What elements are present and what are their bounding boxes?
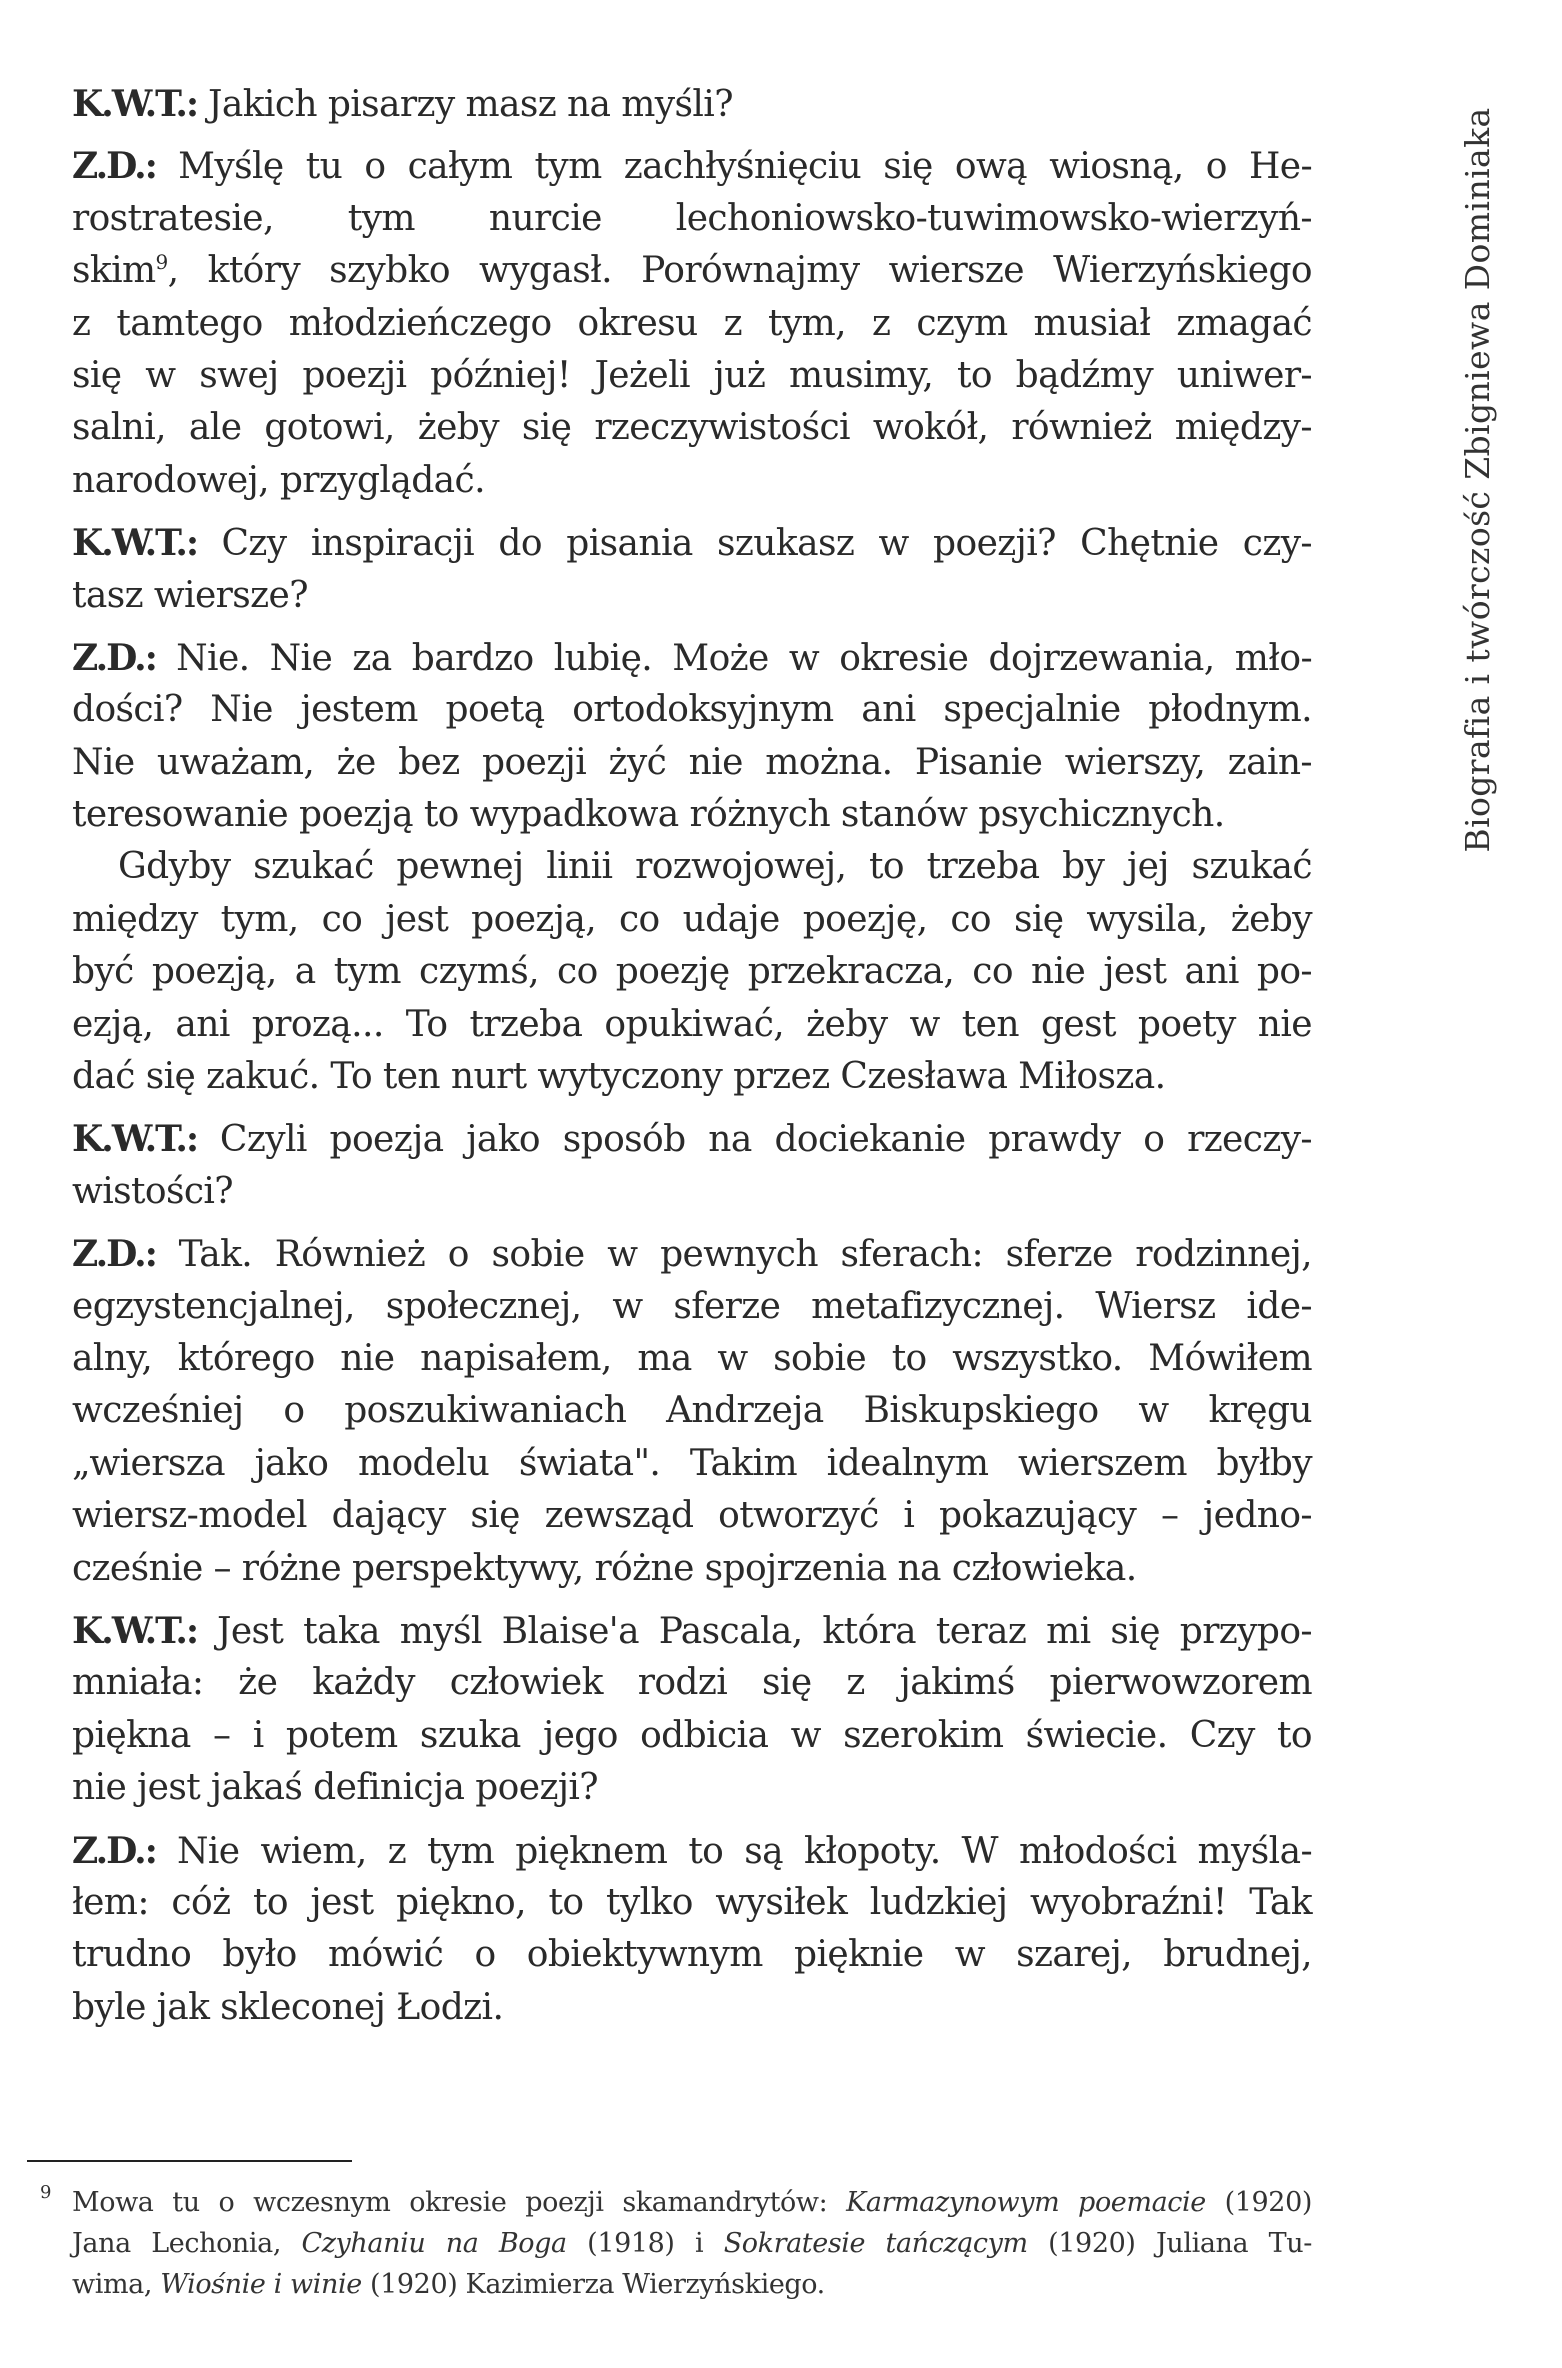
- text-line: K.W.T.: Czyli poezja jako sposób na dociekanie prawdy o rzeczy-: [72, 1118, 1312, 1161]
- text-line: Z.D.: Nie wiem, z tym pięknem to są kłopoty. W młodości myśla-: [72, 1829, 1313, 1872]
- paragraph: [72, 632, 1312, 842]
- text-line: dości? Nie jestem poetą ortodoksyjnym ani specjalnie płodnym.: [72, 689, 1312, 731]
- text-line: teresowanie poezją to wypadkowa różnych stanów psychicznych.: [72, 794, 1225, 836]
- footnote-line: Jana Lechonia, Czyhaniu na Boga (1918) i Sokratesie tańczącym (1920) Juliana Tu-: [72, 2228, 1312, 2259]
- footnote-number: 9: [40, 2182, 52, 2203]
- paragraph: [72, 517, 1312, 622]
- footnote-line: Mowa tu o wczesnym okresie poezji skamandrytów: Karmazynowym poemacie (1920): [72, 2187, 1312, 2218]
- text-line: być poezją, a tym czymś, co poezję przekracza, co nie jest ani po-: [72, 951, 1312, 993]
- speaker-label: K.W.T.:: [72, 1609, 198, 1652]
- paragraph: [72, 140, 1312, 507]
- text-line: rostratesie, tym nurcie lechoniowsko-tuwimowsko-wierzyń-: [72, 197, 1312, 239]
- text-line: dać się zakuć. To ten nurt wytyczony przez Czesława Miłosza.: [72, 1056, 1166, 1098]
- text-line: byle jak skleconej Łodzi.: [72, 1986, 504, 2028]
- text-line: Nie uważam, że bez poezji żyć nie można. Pisanie wierszy, zain-: [72, 741, 1312, 783]
- speaker-label: Z.D.:: [72, 1233, 156, 1276]
- paragraph: [72, 1113, 1312, 1218]
- speaker-label: K.W.T.:: [72, 1118, 198, 1161]
- text-line: egzystencjalnej, społecznej, w sferze metafizycznej. Wiersz ide-: [72, 1285, 1312, 1327]
- paragraph: [72, 841, 1312, 1103]
- text-line: wcześniej o poszukiwaniach Andrzeja Biskupskiego w kręgu: [72, 1390, 1312, 1432]
- text-line: łem: cóż to jest piękno, to tylko wysiłek ludzkiej wyobraźni! Tak: [72, 1881, 1312, 1923]
- paragraph: [72, 1228, 1312, 1595]
- paragraph: [72, 78, 1312, 130]
- text-line: skim$^9$, który szybko wygasł. Porównajmy wiersze Wierzyńskiego: [72, 250, 1312, 292]
- text-line: K.W.T.: Jakich pisarzy masz na myśli?: [72, 83, 733, 125]
- speaker-label: Z.D.:: [72, 145, 156, 188]
- text-line: trudno było mówić o obiektywnym pięknie w szarej, brudnej,: [72, 1934, 1312, 1976]
- text-line: alny, którego nie napisałem, ma w sobie to wszystko. Mówiłem: [72, 1337, 1312, 1379]
- text-line: mniała: że każdy człowiek rodzi się z jakimś pierwowzorem: [72, 1662, 1312, 1704]
- running-header: [1448, 70, 1508, 890]
- footnote-line: wima, Wiośnie i winie (1920) Kazimierza Wierzyńskiego.: [72, 2269, 825, 2300]
- text-line: Z.D.: Myślę tu o całym tym zachłyśnięciu się ową wiosną, o He-: [72, 145, 1313, 188]
- text-line: Z.D.: Tak. Również o sobie w pewnych sferach: sferze rodzinnej,: [72, 1233, 1312, 1276]
- paragraph: [72, 1605, 1312, 1815]
- running-header-text: Biografia i twórczość Zbigniewa Dominiaka: [1458, 107, 1497, 853]
- text-line: się w swej poezji później! Jeżeli już musimy, to bądźmy uniwer-: [72, 354, 1312, 396]
- text-line: tasz wiersze?: [72, 574, 308, 616]
- speaker-label: K.W.T.:: [72, 522, 198, 565]
- text-line: „wiersza jako modelu świata". Takim idealnym wierszem byłby: [72, 1442, 1312, 1484]
- speaker-label: Z.D.:: [72, 636, 156, 679]
- text-line: K.W.T.: Czy inspiracji do pisania szukasz w poezji? Chętnie czy-: [72, 522, 1312, 565]
- text-line: ezją, ani prozą... To trzeba opukiwać, żeby w ten gest poety nie: [72, 1003, 1312, 1045]
- speaker-label: K.W.T.:: [72, 83, 198, 125]
- text-line: cześnie – różne perspektywy, różne spojrzenia na człowieka.: [72, 1547, 1137, 1589]
- text-line: narodowej, przyglądać.: [72, 459, 485, 501]
- footnote-reference[interactable]: 9: [155, 250, 168, 275]
- text-line: między tym, co jest poezją, co udaje poezję, co się wysila, żeby: [72, 898, 1312, 940]
- text-line: wistości?: [72, 1170, 233, 1212]
- footnote-divider: [27, 2160, 352, 2162]
- footnote: [40, 2182, 1312, 2305]
- text-line: Z.D.: Nie. Nie za bardzo lubię. Może w okresie dojrzewania, mło-: [72, 636, 1313, 679]
- text-line: K.W.T.: Jest taka myśl Blaise'a Pascala, która teraz mi się przypo-: [72, 1609, 1312, 1652]
- paragraph: [72, 1825, 1312, 2035]
- text-line: piękna – i potem szuka jego odbicia w szerokim świecie. Czy to: [72, 1714, 1312, 1756]
- text-line: wiersz-model dający się zewsząd otworzyć i pokazujący – jedno-: [72, 1495, 1312, 1537]
- speaker-label: Z.D.:: [72, 1829, 156, 1872]
- text-line: z tamtego młodzieńczego okresu z tym, z czym musiał zmagać: [72, 302, 1312, 344]
- text-line: nie jest jakaś definicja poezji?: [72, 1767, 599, 1809]
- interview-body: [72, 78, 1312, 2044]
- text-line: Gdyby szukać pewnej linii rozwojowej, to trzeba by jej szukać: [118, 846, 1312, 888]
- text-line: salni, ale gotowi, żeby się rzeczywistości wokół, również między-: [72, 407, 1312, 449]
